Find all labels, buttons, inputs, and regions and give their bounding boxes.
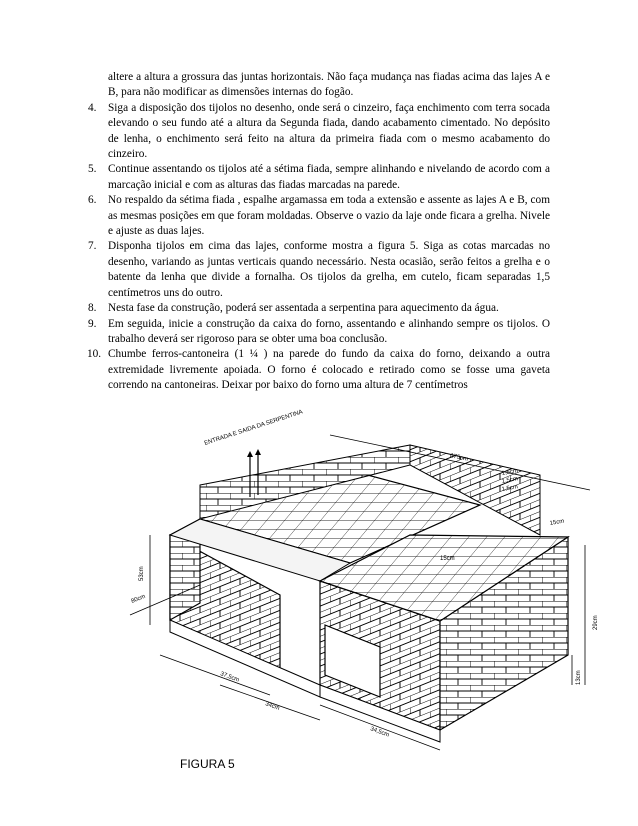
dim-15: 15cm bbox=[440, 556, 455, 562]
item-number: 10. bbox=[87, 348, 102, 361]
item-number: 6. bbox=[88, 194, 97, 207]
item-number: 9. bbox=[88, 317, 97, 330]
figure-5-stove-drawing bbox=[110, 385, 622, 785]
continuation-paragraph: altere a altura a grossura das juntas horizontais. Não faça mudança nas fiadas acima das lajes A e B, para não modificar as dimensões internas do fogão. bbox=[108, 71, 550, 99]
dim-15b: 15cm bbox=[549, 518, 565, 527]
item-text: Continue assentando os tijolos até a sétima fiada, sempre alinhando e nivelando de acordo com a marcação inicial e com as alturas das fiadas marcadas na parede. bbox=[108, 163, 550, 191]
list-item-5 bbox=[88, 162, 550, 193]
item-number: 4. bbox=[88, 101, 97, 114]
list-item-7 bbox=[88, 239, 550, 301]
dim-37-5: 37,5cm bbox=[219, 671, 240, 684]
dim-depth: 80cm bbox=[130, 593, 147, 605]
dim-grate-2: 1,5cm bbox=[501, 476, 519, 485]
dim-13: 13cm bbox=[576, 670, 582, 685]
dim-grate-3: 1,5cm bbox=[501, 484, 519, 493]
dim-34: 34cm bbox=[264, 701, 281, 712]
list-item-4 bbox=[88, 101, 550, 163]
serpentine-label: ENTRADA E SAIDA DA SERPENTINA bbox=[203, 409, 304, 447]
list-item-8 bbox=[88, 301, 550, 316]
dim-grate-1: 1,5cm bbox=[501, 468, 519, 477]
item-text: Nesta fase da construção, poderá ser assentada a serpentina para aquecimento da água. bbox=[108, 302, 499, 315]
dim-height: 53cm bbox=[139, 566, 145, 581]
item-number: 7. bbox=[88, 240, 97, 253]
list-item-9 bbox=[88, 317, 550, 348]
item-text: Em seguida, inicie a construção da caixa do forno, assentando e alinhando sempre os tijolos. O trabalho deverá ser rigoroso para se obter uma boa conclusão. bbox=[108, 317, 550, 345]
item-text: Chumbe ferros-cantoneira (1 ¼ ) na parede do fundo da caixa do forno, deixando a outra extremidade livremente apoiada. O forno é colocado e retirado como se fosse uma gaveta correndo na cantoneiras. Deixar por baixo do forno uma altura de 7 centímetros bbox=[108, 348, 550, 392]
item-text: No respaldo da sétima fiada , espalhe argamassa em toda a extensão e assente as lajes A e B, com as mesmas posições em que foram moldadas. Observe o vazio da laje onde ficara a grelha. Nivele e ajuste as duas lajes. bbox=[108, 194, 550, 238]
figure-caption: FIGURA 5 bbox=[180, 757, 235, 771]
dim-29: 29cm bbox=[593, 615, 599, 630]
dim-34-5: 34,5cm bbox=[369, 726, 390, 739]
item-number: 5. bbox=[88, 163, 97, 176]
item-number: 8. bbox=[88, 302, 97, 315]
body-text bbox=[88, 70, 550, 394]
item-text: Disponha tijolos em cima das lajes, conforme mostra a figura 5. Siga as cotas marcadas no desenho, variando as juntas verticais quando necessário. Nesta ocasião, serão feitos a grelha e o batente da lenha que divide a fornalha. Os tijolos da grelha, em cutelo, ficam separadas 1,5 centímetros uns do outro. bbox=[108, 240, 550, 299]
list-item-6 bbox=[88, 193, 550, 239]
dim-total-length: 175cm bbox=[449, 453, 469, 463]
item-text: Siga a disposição dos tijolos no desenho, onde será o cinzeiro, faça enchimento com terra socada elevando o seu fundo até a altura da Segunda fiada, dando acabamento cimentado. No depósito de lenha, o enchimento será feito na altura da primeira fiada com o mesmo acabamento do cinzeiro. bbox=[108, 101, 550, 161]
